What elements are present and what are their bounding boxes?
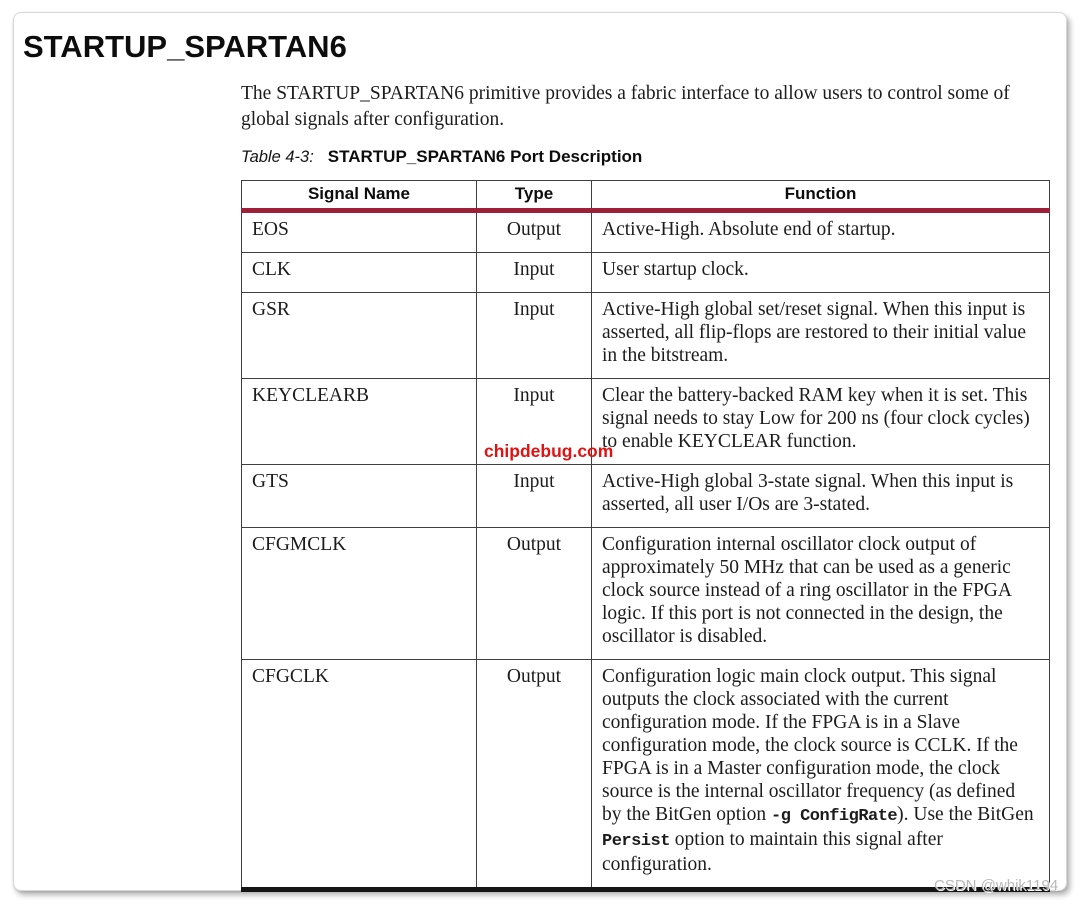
signal-cell: GSR [242, 293, 477, 379]
table-body [242, 211, 1050, 890]
type-cell: Output [477, 528, 592, 660]
header-type: Type [477, 181, 592, 211]
csdn-watermark: CSDN @whik1194 [934, 877, 1059, 894]
code-text: -g ConfigRate [771, 807, 898, 826]
table-row [242, 465, 1050, 528]
code-text: Persist [602, 832, 670, 851]
table-row [242, 379, 1050, 465]
page-title: STARTUP_SPARTAN6 [23, 29, 347, 64]
function-text: Configuration internal oscillator clock output of approximately 50 MHz that can be used as a generic clock source instead of a ring oscillator in the FPGA logic. If this port is not connected in the design, the oscillator is disabled. [602, 534, 1011, 647]
function-cell [592, 379, 1050, 465]
function-text: option to maintain this signal after configuration. [602, 829, 943, 875]
function-cell [592, 660, 1050, 890]
header-signal-name: Signal Name [242, 181, 477, 211]
function-text: ). Use the BitGen [897, 804, 1034, 825]
function-text: Active-High global 3-state signal. When this input is asserted, all user I/Os are 3-stated. [602, 471, 1014, 515]
table-row [242, 253, 1050, 293]
table-caption-label: Table 4-3: [241, 148, 314, 166]
type-cell: Input [477, 379, 592, 465]
function-text: Configuration logic main clock output. This signal outputs the clock associated with the current configuration mode. If the FPGA is in a Slave configuration mode, the clock source is CCLK. If the FPGA is in a Master configuration mode, the clock source is the internal oscillator frequency (as defined by the BitGen option [602, 666, 1018, 825]
function-text: Active-High global set/reset signal. When this input is asserted, all flip-flops are restored to their initial value in the bitstream. [602, 299, 1026, 366]
intro-paragraph: The STARTUP_SPARTAN6 primitive provides a fabric interface to allow users to control some of global signals after configuration. [241, 83, 1010, 130]
type-cell: Output [477, 660, 592, 890]
function-text: User startup clock. [602, 259, 749, 280]
type-cell: Input [477, 465, 592, 528]
function-text: Active-High. Absolute end of startup. [602, 219, 896, 240]
function-cell [592, 465, 1050, 528]
signal-cell: CFGMCLK [242, 528, 477, 660]
chipdebug-watermark: chipdebug.com [484, 441, 614, 461]
table-row [242, 211, 1050, 253]
table-header-row [242, 181, 1050, 211]
header-function: Function [592, 181, 1050, 211]
signal-cell: GTS [242, 465, 477, 528]
port-description-table [241, 180, 1050, 892]
signal-cell: KEYCLEARB [242, 379, 477, 465]
type-cell: Input [477, 253, 592, 293]
table-caption [241, 147, 1053, 167]
type-cell: Output [477, 211, 592, 253]
signal-cell: CLK [242, 253, 477, 293]
signal-cell: CFGCLK [242, 660, 477, 890]
type-cell: Input [477, 293, 592, 379]
content-column [241, 81, 1053, 892]
function-cell [592, 528, 1050, 660]
function-cell [592, 293, 1050, 379]
function-text: Clear the battery-backed RAM key when it is set. This signal needs to stay Low for 200 ns (four clock cycles) to enable KEYCLEAR function. [602, 385, 1030, 452]
table-row [242, 660, 1050, 890]
function-cell [592, 253, 1050, 293]
table-row [242, 528, 1050, 660]
table-row [242, 293, 1050, 379]
function-cell [592, 211, 1050, 253]
signal-cell: EOS [242, 211, 477, 253]
document-page [13, 12, 1067, 894]
table-caption-title: STARTUP_SPARTAN6 Port Description [327, 147, 643, 166]
